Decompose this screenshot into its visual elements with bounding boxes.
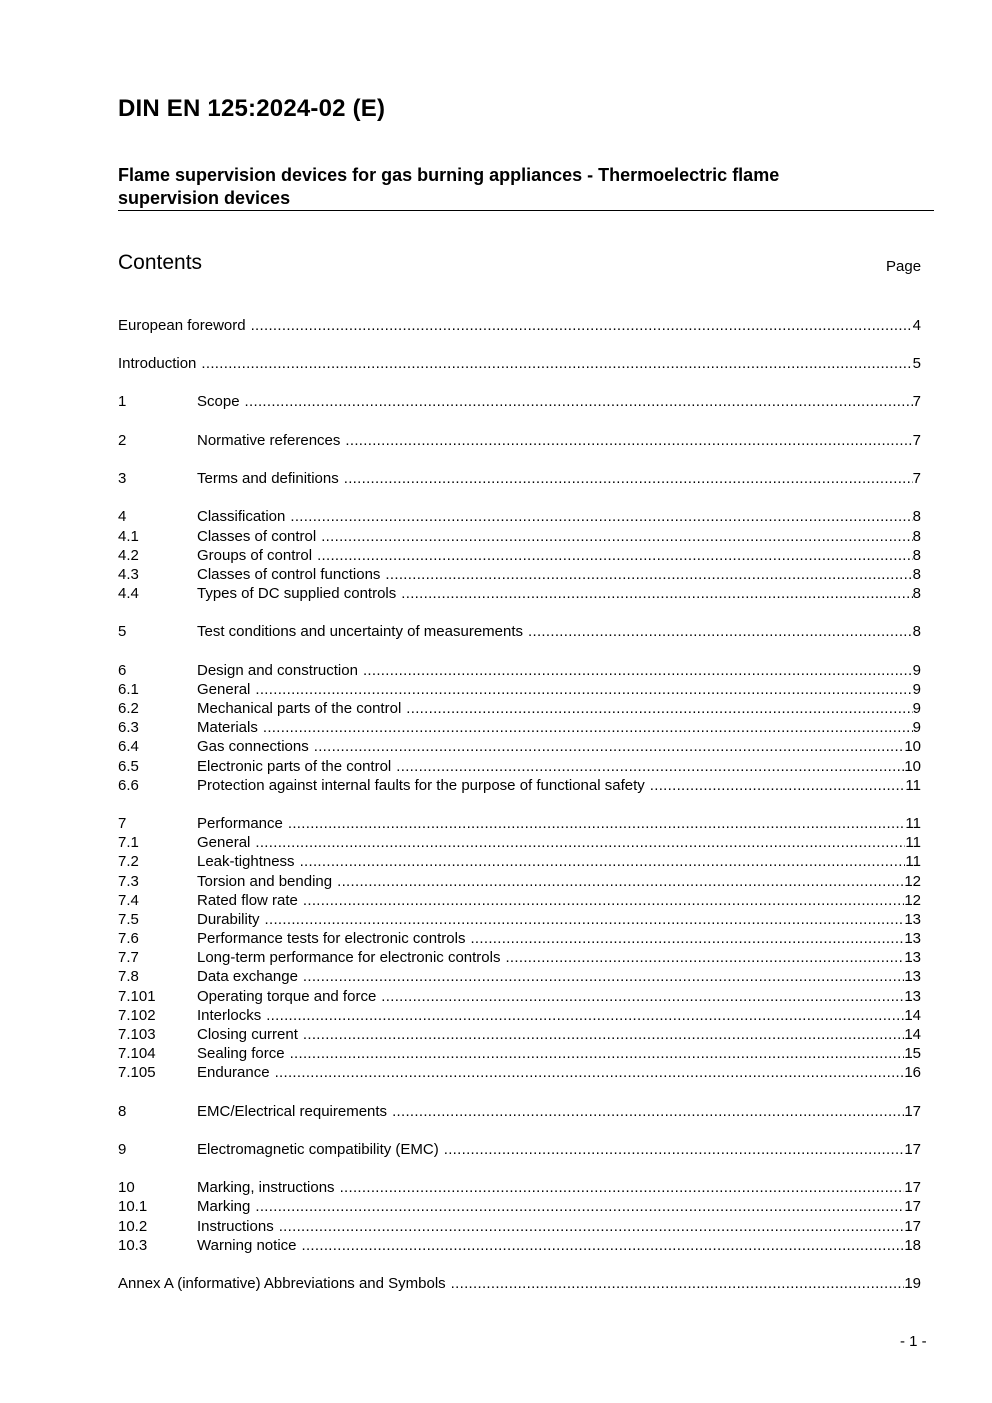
toc-dot-leader bbox=[385, 565, 912, 584]
toc-dot-leader bbox=[396, 757, 904, 776]
toc-section-title: Introduction bbox=[118, 355, 197, 372]
toc-page-number: 9 bbox=[912, 700, 921, 717]
toc-dot-leader bbox=[251, 316, 913, 335]
toc-entry[interactable] bbox=[118, 852, 921, 871]
toc-page-number: 16 bbox=[904, 1064, 921, 1081]
toc-entry[interactable] bbox=[118, 910, 921, 929]
toc-page-number: 13 bbox=[904, 930, 921, 947]
toc-dot-leader bbox=[290, 1044, 905, 1063]
toc-entry[interactable] bbox=[118, 814, 921, 833]
toc-entry[interactable] bbox=[118, 1044, 921, 1063]
toc-page-number: 10 bbox=[904, 758, 921, 775]
toc-section-title: Normative references bbox=[197, 432, 341, 449]
toc-dot-leader bbox=[363, 661, 913, 680]
toc-section-title: Materials bbox=[197, 719, 258, 736]
toc-page-number: 14 bbox=[904, 1026, 921, 1043]
toc-page-number: 8 bbox=[912, 508, 921, 525]
toc-section-number: 6.6 bbox=[118, 777, 139, 794]
toc-section-number: 7.102 bbox=[118, 1007, 156, 1024]
toc-dot-leader bbox=[288, 814, 906, 833]
toc-page-number: 17 bbox=[904, 1179, 921, 1196]
toc-page-number: 17 bbox=[904, 1218, 921, 1235]
toc-section-number: 7.1 bbox=[118, 834, 139, 851]
toc-section-number: 4.2 bbox=[118, 547, 139, 564]
toc-dot-leader bbox=[344, 469, 913, 488]
toc-entry[interactable] bbox=[118, 929, 921, 948]
toc-page-number: 13 bbox=[904, 949, 921, 966]
toc-dot-leader bbox=[314, 737, 905, 756]
toc-page-number: 8 bbox=[912, 623, 921, 640]
toc-entry[interactable] bbox=[118, 1178, 921, 1197]
toc-section-number: 6.3 bbox=[118, 719, 139, 736]
toc-dot-leader bbox=[401, 584, 912, 603]
document-title bbox=[118, 164, 898, 210]
toc-section-number: 7.4 bbox=[118, 892, 139, 909]
toc-section-title: Classes of control bbox=[197, 528, 317, 545]
toc-page-number: 15 bbox=[904, 1045, 921, 1062]
toc-entry[interactable] bbox=[118, 354, 921, 373]
toc-dot-leader bbox=[392, 1102, 904, 1121]
toc-section-title: Terms and definitions bbox=[197, 470, 339, 487]
toc-page-number: 8 bbox=[912, 585, 921, 602]
toc-section-title: Performance tests for electronic controls bbox=[197, 930, 466, 947]
toc-section-number: 7 bbox=[118, 815, 127, 832]
toc-entry[interactable] bbox=[118, 1274, 921, 1293]
toc-section-number: 8 bbox=[118, 1103, 127, 1120]
toc-dot-leader bbox=[451, 1274, 905, 1293]
toc-entry[interactable] bbox=[118, 661, 921, 680]
toc-dot-leader bbox=[340, 1178, 905, 1197]
toc-entry[interactable] bbox=[118, 584, 921, 603]
toc-page-number: 11 bbox=[905, 815, 921, 832]
toc-section-number: 6.2 bbox=[118, 700, 139, 717]
toc-section-title: Marking bbox=[197, 1198, 251, 1215]
toc-dot-leader bbox=[263, 718, 913, 737]
toc-page-number: 5 bbox=[912, 355, 921, 372]
toc-section-number: 4.1 bbox=[118, 528, 139, 545]
toc-section-number: 6.5 bbox=[118, 758, 139, 775]
toc-entry[interactable] bbox=[118, 527, 921, 546]
toc-dot-leader bbox=[255, 833, 905, 852]
toc-entry[interactable] bbox=[118, 392, 921, 411]
toc-page-number: 13 bbox=[904, 988, 921, 1005]
toc-dot-leader bbox=[444, 1140, 905, 1159]
toc-section-title: Warning notice bbox=[197, 1237, 297, 1254]
toc-section-title: Annex A (informative) Abbreviations and Symbols bbox=[118, 1275, 446, 1292]
toc-entry[interactable] bbox=[118, 1197, 921, 1216]
toc-page-number: 8 bbox=[912, 547, 921, 564]
toc-section-title: Closing current bbox=[197, 1026, 298, 1043]
toc-entry[interactable] bbox=[118, 891, 921, 910]
document-id: DIN EN 125:2024-02 (E) bbox=[118, 95, 386, 122]
toc-section-title: Operating torque and force bbox=[197, 988, 377, 1005]
title-rule bbox=[118, 210, 934, 211]
toc-page-number: 18 bbox=[904, 1237, 921, 1254]
toc-entry[interactable] bbox=[118, 776, 921, 795]
toc-section-title: Interlocks bbox=[197, 1007, 262, 1024]
toc-section-title: Test conditions and uncertainty of measurements bbox=[197, 623, 524, 640]
toc-section-title: Durability bbox=[197, 911, 260, 928]
toc-section-title: Torsion and bending bbox=[197, 873, 333, 890]
toc-section-title: General bbox=[197, 834, 251, 851]
toc-dot-leader bbox=[528, 622, 913, 641]
toc-dot-leader bbox=[265, 910, 905, 929]
toc-page-number: 12 bbox=[904, 873, 921, 890]
toc-page-number: 7 bbox=[912, 470, 921, 487]
toc-section-number: 7.104 bbox=[118, 1045, 156, 1062]
toc-section-number: 7.101 bbox=[118, 988, 156, 1005]
toc-section-title: Classification bbox=[197, 508, 286, 525]
toc-dot-leader bbox=[303, 967, 904, 986]
toc-dot-leader bbox=[302, 1236, 905, 1255]
toc-dot-leader bbox=[505, 948, 904, 967]
toc-entry[interactable] bbox=[118, 987, 921, 1006]
toc-entry[interactable] bbox=[118, 1236, 921, 1255]
toc-section-title: General bbox=[197, 681, 251, 698]
toc-dot-leader bbox=[279, 1217, 905, 1236]
toc-section-title: Electromagnetic compatibility (EMC) bbox=[197, 1141, 439, 1158]
toc-section-title: EMC/Electrical requirements bbox=[197, 1103, 388, 1120]
toc-entry[interactable] bbox=[118, 737, 921, 756]
toc-page-number: 17 bbox=[904, 1141, 921, 1158]
toc-entry[interactable] bbox=[118, 967, 921, 986]
toc-section-number: 7.8 bbox=[118, 968, 139, 985]
toc-entry[interactable] bbox=[118, 718, 921, 737]
toc-entry[interactable] bbox=[118, 622, 921, 641]
toc-entry[interactable] bbox=[118, 1025, 921, 1044]
toc-section-title: Instructions bbox=[197, 1218, 274, 1235]
toc-entry[interactable] bbox=[118, 1217, 921, 1236]
toc-section-number: 6 bbox=[118, 662, 127, 679]
toc-section-number: 1 bbox=[118, 393, 127, 410]
toc-entry[interactable] bbox=[118, 1063, 921, 1082]
toc-entry[interactable] bbox=[118, 833, 921, 852]
toc-entry[interactable] bbox=[118, 1102, 921, 1121]
toc-section-number: 6.4 bbox=[118, 738, 139, 755]
toc-dot-leader bbox=[406, 699, 912, 718]
toc-dot-leader bbox=[290, 507, 912, 526]
toc-section-number: 7.2 bbox=[118, 853, 139, 870]
toc-section-title: Gas connections bbox=[197, 738, 309, 755]
toc-page-number: 19 bbox=[904, 1275, 921, 1292]
toc-page-number: 7 bbox=[912, 432, 921, 449]
toc-entry[interactable] bbox=[118, 316, 921, 335]
document-title-line-1: Flame supervision devices for gas burning appliances - Thermoelectric flame bbox=[118, 165, 780, 185]
toc-dot-leader bbox=[381, 987, 904, 1006]
toc-section-number: 5 bbox=[118, 623, 127, 640]
toc-section-title: Mechanical parts of the control bbox=[197, 700, 402, 717]
toc-entry[interactable] bbox=[118, 680, 921, 699]
toc-page-number: 10 bbox=[904, 738, 921, 755]
toc-section-title: Marking, instructions bbox=[197, 1179, 335, 1196]
toc-section-title: Rated flow rate bbox=[197, 892, 298, 909]
toc-section-title: Endurance bbox=[197, 1064, 270, 1081]
page-column-heading: Page bbox=[886, 258, 922, 275]
toc-section-number: 10.3 bbox=[118, 1237, 148, 1254]
toc-section-title: Performance bbox=[197, 815, 283, 832]
toc-dot-leader bbox=[470, 929, 904, 948]
toc-dot-leader bbox=[255, 1197, 904, 1216]
toc-section-number: 3 bbox=[118, 470, 127, 487]
toc-section-title: Long-term performance for electronic controls bbox=[197, 949, 501, 966]
toc-page-number: 9 bbox=[912, 719, 921, 736]
toc-page-number: 11 bbox=[905, 777, 921, 794]
toc-section-number: 4 bbox=[118, 508, 127, 525]
toc-page-number: 9 bbox=[912, 662, 921, 679]
toc-section-title: Leak-tightness bbox=[197, 853, 295, 870]
toc-section-number: 4.3 bbox=[118, 566, 139, 583]
toc-dot-leader bbox=[337, 872, 904, 891]
toc-page-number: 14 bbox=[904, 1007, 921, 1024]
toc-section-number: 10 bbox=[118, 1179, 135, 1196]
toc-entry[interactable] bbox=[118, 1006, 921, 1025]
contents-heading: Contents bbox=[118, 251, 203, 274]
toc-page-number: 7 bbox=[912, 393, 921, 410]
toc-section-number: 7.103 bbox=[118, 1026, 156, 1043]
toc-section-number: 7.5 bbox=[118, 911, 139, 928]
toc-page-number: 4 bbox=[912, 317, 921, 334]
toc-dot-leader bbox=[303, 891, 904, 910]
toc-page-number: 11 bbox=[905, 834, 921, 851]
toc-dot-leader bbox=[275, 1063, 905, 1082]
toc-section-title: Electronic parts of the control bbox=[197, 758, 392, 775]
toc-section-title: Design and construction bbox=[197, 662, 358, 679]
toc-page-number: 9 bbox=[912, 681, 921, 698]
toc-section-title: Types of DC supplied controls bbox=[197, 585, 397, 602]
toc-section-number: 7.3 bbox=[118, 873, 139, 890]
toc-section-title: Data exchange bbox=[197, 968, 298, 985]
toc-section-title: Classes of control functions bbox=[197, 566, 381, 583]
toc-dot-leader bbox=[317, 546, 913, 565]
toc-dot-leader bbox=[321, 527, 912, 546]
toc-page-number: 17 bbox=[904, 1103, 921, 1120]
toc-page-number: 11 bbox=[905, 853, 921, 870]
toc-section-title: Scope bbox=[197, 393, 240, 410]
toc-entry[interactable] bbox=[118, 699, 921, 718]
toc-section-number: 10.1 bbox=[118, 1198, 148, 1215]
toc-dot-leader bbox=[255, 680, 912, 699]
toc-dot-leader bbox=[345, 431, 912, 450]
toc-page-number: 8 bbox=[912, 528, 921, 545]
toc-entry[interactable] bbox=[118, 757, 921, 776]
document-title-line-2: supervision devices bbox=[118, 188, 291, 208]
toc-entry[interactable] bbox=[118, 565, 921, 584]
toc-dot-leader bbox=[303, 1025, 904, 1044]
toc-entry[interactable] bbox=[118, 507, 921, 526]
toc-entry[interactable] bbox=[118, 1140, 921, 1159]
toc-section-title: Sealing force bbox=[197, 1045, 285, 1062]
toc-entry[interactable] bbox=[118, 431, 921, 450]
toc-section-number: 7.7 bbox=[118, 949, 139, 966]
toc-section-number: 10.2 bbox=[118, 1218, 148, 1235]
toc-section-number: 7.105 bbox=[118, 1064, 156, 1081]
toc-entry[interactable] bbox=[118, 872, 921, 891]
toc-dot-leader bbox=[650, 776, 906, 795]
toc-section-title: Groups of control bbox=[197, 547, 313, 564]
toc-section-title: European foreword bbox=[118, 317, 246, 334]
toc-section-number: 9 bbox=[118, 1141, 127, 1158]
toc-dot-leader bbox=[245, 392, 913, 411]
toc-section-number: 2 bbox=[118, 432, 127, 449]
toc-page-number: 13 bbox=[904, 968, 921, 985]
toc-page-number: 8 bbox=[912, 566, 921, 583]
toc-section-number: 6.1 bbox=[118, 681, 139, 698]
toc-entry[interactable] bbox=[118, 546, 921, 565]
toc-dot-leader bbox=[201, 354, 912, 373]
toc-dot-leader bbox=[266, 1006, 904, 1025]
toc-section-number: 4.4 bbox=[118, 585, 139, 602]
toc-entry[interactable] bbox=[118, 948, 921, 967]
toc-page-number: 12 bbox=[904, 892, 921, 909]
toc-page-number: 17 bbox=[904, 1198, 921, 1215]
toc-dot-leader bbox=[300, 852, 906, 871]
toc-section-number: 7.6 bbox=[118, 930, 139, 947]
toc-page-number: 13 bbox=[904, 911, 921, 928]
toc-section-title: Protection against internal faults for the purpose of functional safety bbox=[197, 777, 645, 794]
page-number: - 1 - bbox=[900, 1333, 927, 1350]
toc-entry[interactable] bbox=[118, 469, 921, 488]
